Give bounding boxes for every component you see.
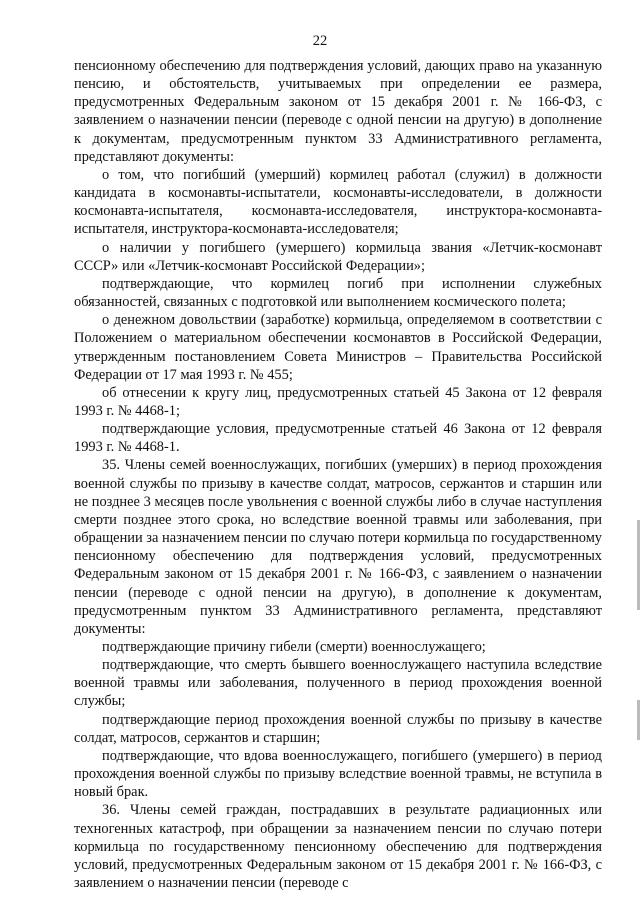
paragraph-list-item: о том, что погибший (умерший) кормилец работал (служил) в должности кандидата в космонавты-испытатели, космонавты-исследователи, в должности космонавта-испытателя, космонавта-исследователя, инструктора-космонавта-испытателя, инструктора-космонавта-исследователя;	[74, 166, 602, 238]
document-body	[74, 57, 602, 892]
paragraph-list-item: о наличии у погибшего (умершего) кормильца звания «Летчик-космонавт СССР» или «Летчик-космонавт Российской Федерации»;	[74, 239, 602, 274]
paragraph-list-item: об отнесении к кругу лиц, предусмотренных статьей 45 Закона от 12 февраля 1993 г. № 4468-1;	[74, 384, 602, 419]
paragraph-list-item: подтверждающие причину гибели (смерти) военнослужащего;	[102, 639, 486, 655]
paragraph-continuation: пенсионному обеспечению для подтверждения условий, дающих право на указанную пенсию, и обстоятельств, учитываемых при определении ее размера, предусмотренных Федеральным законом от 15 декабря 2001 г. № 166-ФЗ, с заявлением о назначении пенсии (переводе с одной пенсии на другую) в дополнение к документам, предусмотренным пунктом 33 Административного регламента, представляют документы:	[74, 58, 602, 165]
paragraph-list-item: подтверждающие, что кормилец погиб при исполнении служебных обязанностей, связанных с подготовкой или выполнением космического полета;	[74, 275, 602, 311]
paragraph-list-item: о денежном довольствии (заработке) кормильца, определяемом в соответствии с Положением о материальном обеспечении космонавтов в Российской Федерации, утвержденным постановлением Совета Министров – Правительства Российской Федерации от 17 мая 1993 г. № 455;	[74, 312, 602, 383]
paragraph-clause-35: 35. Члены семей военнослужащих, погибших (умерших) в период прохождения военной службы по призыву в качестве солдат, матросов, сержантов и старшин или не позднее 3 месяцев после увольнения с военной службы либо в случае наступления смерти позднее этого срока, но вследствие военной травмы или заболевания, при обращении за назначением пенсии по случаю потери кормильца по государственному пенсионному обеспечению для подтверждения условий, предусмотренных Федеральным законом от 15 декабря 2001 г. № 166-ФЗ, с заявлением о назначении пенсии (переводе с одной пенсии на другую), в дополнение к документам, предусмотренным пунктом 33 Административного регламента, представляют документы:	[74, 457, 602, 637]
paragraph-list-item: подтверждающие, что смерть бывшего военнослужащего наступила вследствие военной травмы или заболевания, полученного в период прохождения военной службы;	[74, 657, 602, 710]
paragraph-clause-36: 36. Члены семей граждан, пострадавших в результате радиационных или техногенных катастроф, при обращении за назначением пенсии по случаю потери кормильца по государственному пенсионному обеспечению для подтверждения условий, предусмотренных Федеральным законом от 15 декабря 2001 г. № 166-ФЗ, с заявлением о назначении пенсии (переводе с	[74, 802, 602, 892]
page-number: 22	[312, 33, 328, 49]
paragraph-list-item: подтверждающие период прохождения военной службы по призыву в качестве солдат, матросов, сержантов и старшин;	[74, 711, 602, 746]
paragraph-list-item: подтверждающие условия, предусмотренные статьей 46 Закона от 12 февраля 1993 г. № 4468-1.	[74, 421, 602, 456]
paragraph-list-item: подтверждающие, что вдова военнослужащего, погибшего (умершего) в период прохождения военной службы по призыву вследствие военной травмы, не вступила в новый брак.	[74, 747, 602, 801]
